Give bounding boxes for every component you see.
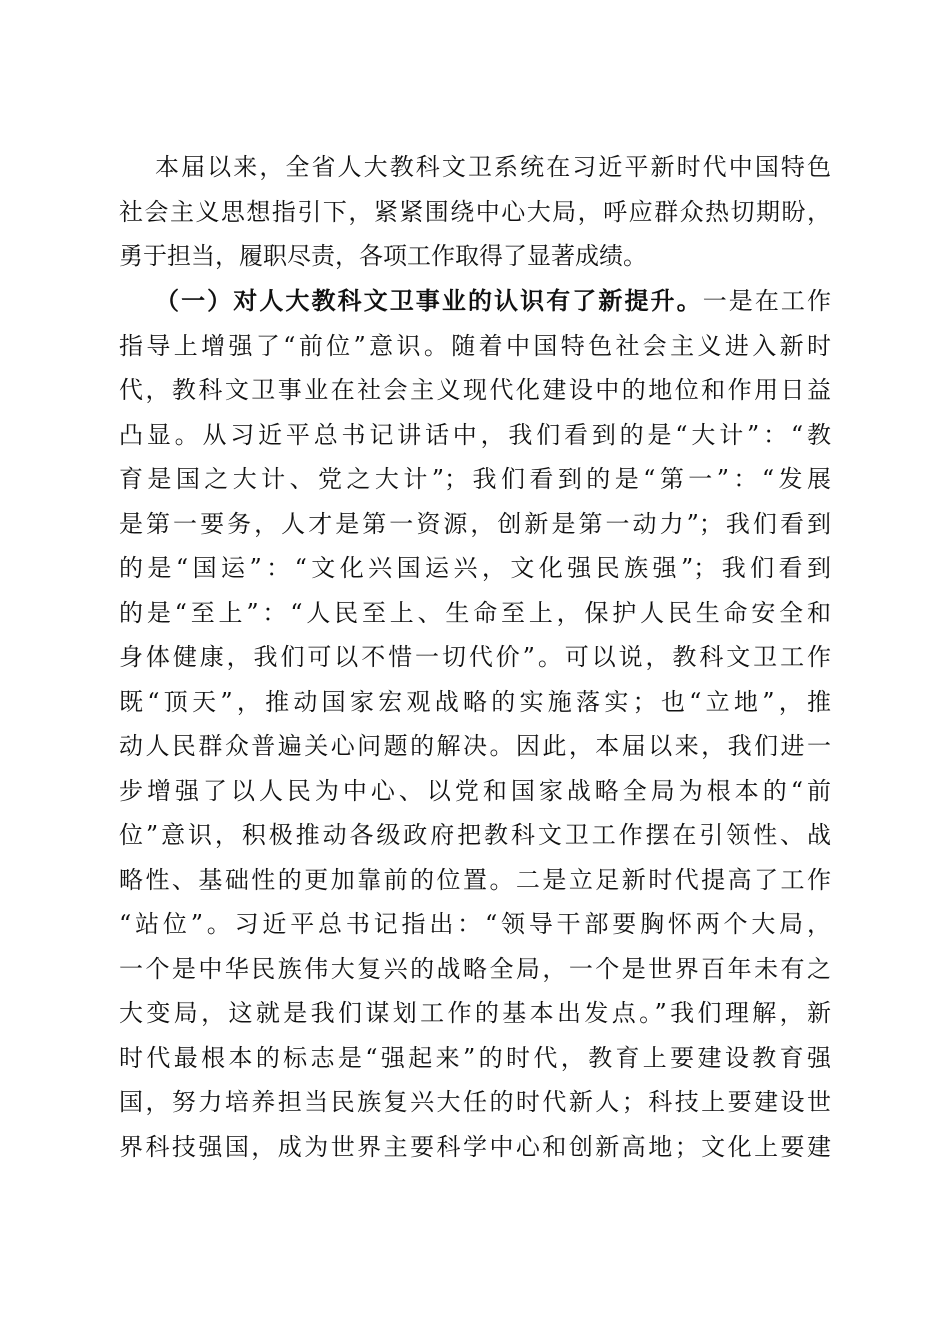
paragraph-line: 略性、基础性的更加靠前的位置。二是立足新时代提高了工作 bbox=[119, 865, 831, 894]
paragraph-line: “站位”。习近平总书记指出：“领导干部要胸怀两个大局， bbox=[119, 910, 831, 938]
paragraph-line: 身体健康，我们可以不惜一切代价”。可以说，教科文卫工作 bbox=[119, 643, 831, 671]
paragraph-line: 的是“至上”：“人民至上、生命至上，保护人民生命安全和 bbox=[119, 598, 831, 627]
paragraph-line: 本届以来，全省人大教科文卫系统在习近平新时代中国特色 bbox=[155, 153, 831, 181]
paragraph-line: 是第一要务，人才是第一资源，创新是第一动力”；我们看到 bbox=[119, 509, 831, 538]
paragraph-intro bbox=[119, 145, 831, 279]
paragraph-line: 既“顶天”，推动国家宏观战略的实施落实；也“立地”，推 bbox=[119, 687, 831, 716]
paragraph-line: 一个是中华民族伟大复兴的战略全局，一个是世界百年未有之 bbox=[119, 954, 831, 983]
paragraph-line: 步增强了以人民为中心、以党和国家战略全局为根本的“前 bbox=[119, 776, 831, 805]
paragraph-line-rest: 一是在工作 bbox=[702, 287, 832, 315]
paragraph-line: 位”意识，积极推动各级政府把教科文卫工作摆在引领性、战 bbox=[119, 821, 831, 849]
paragraph-section-one bbox=[119, 279, 831, 1169]
paragraph-line: 时代最根本的标志是“强起来”的时代，教育上要建设教育强 bbox=[119, 1043, 831, 1072]
paragraph-line: 指导上增强了“前位”意识。随着中国特色社会主义进入新时 bbox=[119, 331, 831, 360]
paragraph-line: 育是国之大计、党之大计”；我们看到的是“第一”：“发展 bbox=[119, 465, 831, 493]
paragraph-first-line bbox=[119, 279, 831, 324]
paragraph-line: 社会主义思想指引下，紧紧围绕中心大局，呼应群众热切期盼， bbox=[119, 197, 831, 226]
paragraph-line: 的是“国运”：“文化兴国运兴，文化强民族强”；我们看到 bbox=[119, 554, 831, 582]
paragraph-line: 代，教科文卫事业在社会主义现代化建设中的地位和作用日益 bbox=[119, 376, 831, 404]
paragraph-line: 大变局，这就是我们谋划工作的基本出发点。”我们理解，新 bbox=[119, 999, 831, 1027]
paragraph-line: 界科技强国，成为世界主要科学中心和创新高地；文化上要建 bbox=[119, 1132, 831, 1161]
section-heading: （一）对人大教科文卫事业的认识有了新提升。 bbox=[155, 286, 703, 315]
paragraph-line: 动人民群众普遍关心问题的解决。因此，本届以来，我们进一 bbox=[119, 732, 831, 760]
paragraph-line: 凸显。从习近平总书记讲话中，我们看到的是“大计”：“教 bbox=[119, 420, 831, 449]
paragraph-line: 勇于担当，履职尽责，各项工作取得了显著成绩。 bbox=[119, 242, 647, 270]
paragraph-line: 国，努力培养担当民族复兴大任的时代新人；科技上要建设世 bbox=[119, 1088, 831, 1116]
